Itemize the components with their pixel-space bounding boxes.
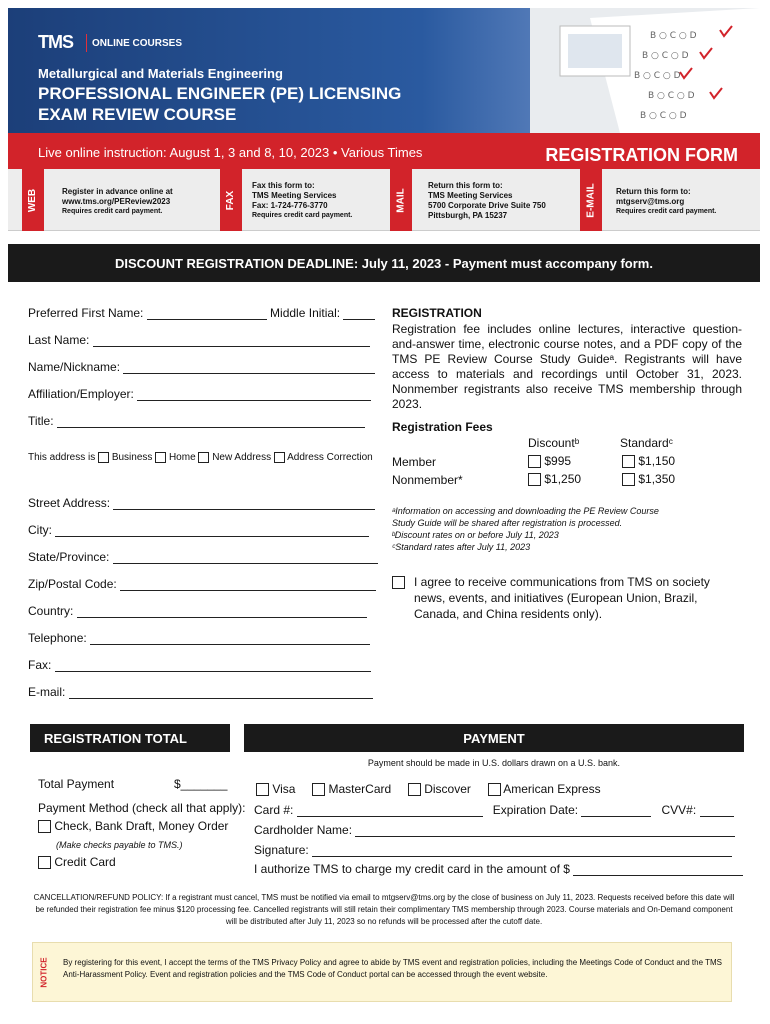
registration-fees-heading: Registration Fees <box>392 420 493 434</box>
course-date-band <box>8 133 760 169</box>
total-payment-field[interactable]: $_______ <box>174 777 228 791</box>
last-name-field[interactable] <box>93 336 370 347</box>
first-name-row: Preferred First Name: Middle Initial: <box>28 306 375 320</box>
header-title-line1: PROFESSIONAL ENGINEER (PE) LICENSING <box>38 84 402 103</box>
check-checkbox[interactable] <box>38 820 51 833</box>
contact-methods-bar <box>8 169 760 231</box>
telephone-row: Telephone: <box>28 631 370 645</box>
card-details-row: Card #: Expiration Date: CVV#: <box>254 803 734 817</box>
cardholder-name-field[interactable] <box>355 826 735 837</box>
registration-description: Registration fee includes online lectures, interactive question-and-answer time, electronic course notes, and a PDF copy of the TMS PE Review Course Study Guideᵃ. Registrants will have access to materials and recordings until October 31, 2023. Nonmember registrants also receive TMS membership through 2023. <box>392 322 742 411</box>
cardholder-row: Cardholder Name: <box>254 823 735 837</box>
visa-checkbox[interactable] <box>256 783 269 796</box>
svg-text:B ○ C ○ D: B ○ C ○ D <box>650 31 697 41</box>
member-discount-checkbox[interactable] <box>528 455 541 468</box>
expiration-date-field[interactable] <box>581 806 651 817</box>
state-field[interactable] <box>113 553 378 564</box>
total-payment-label: Total Payment <box>38 777 115 791</box>
svg-text:B ○ C ○ D: B ○ C ○ D <box>640 111 687 121</box>
web-label: WEB <box>22 169 44 231</box>
zip-row: Zip/Postal Code: <box>28 577 376 591</box>
notice-box <box>32 942 732 1002</box>
telephone-field[interactable] <box>90 634 370 645</box>
title-field[interactable] <box>57 417 365 428</box>
fee-footnotes: ᵃInformation on accessing and downloading the PE Review Course Study Guide will be shared after registration is processed. ᵇDiscount rates on or before July 11, 2023 ᶜStandard rates after July 11, 2023 <box>392 506 659 552</box>
member-standard-checkbox[interactable] <box>622 455 635 468</box>
zip-field[interactable] <box>120 580 376 591</box>
payment-currency-note: Payment should be made in U.S. dollars drawn on a U.S. bank. <box>367 758 621 768</box>
discover-checkbox[interactable] <box>408 783 421 796</box>
email-field[interactable] <box>69 688 373 699</box>
amex-checkbox[interactable] <box>488 783 501 796</box>
middle-initial-field[interactable] <box>343 309 375 320</box>
cancellation-policy: CANCELLATION/REFUND POLICY: If a registrant must cancel, TMS must be notified via email to mtgserv@tms.org by the close of business on July 11, 2023. Requests received before this date will be refunded their registration fee minus $120 processing fee. Cancelled registrants will still retain their complimentary TMS membership through 2023. Course materials and On-Demand component will be distributed after July 11, 2023 so no refunds will be processed after the cutoff date. <box>33 893 735 926</box>
consent-text: I agree to receive communications from TMS on society news, events, and initiatives (European Union, Brazil, Canada, and China residents only). <box>414 575 710 621</box>
nonmember-discount-checkbox[interactable] <box>528 473 541 486</box>
mastercard-checkbox[interactable] <box>312 783 325 796</box>
mail-label: MAIL <box>390 169 412 231</box>
payment-method-label: Payment Method (check all that apply): <box>38 801 246 815</box>
registration-form-title: REGISTRATION FORM <box>545 145 738 165</box>
email-row: E-mail: <box>28 685 373 699</box>
logo-divider <box>86 34 87 52</box>
credit-card-checkbox[interactable] <box>38 856 51 869</box>
country-field[interactable] <box>77 607 367 618</box>
new-address-checkbox[interactable] <box>198 452 209 463</box>
fax-label: FAX <box>220 169 242 231</box>
signature-field[interactable] <box>312 846 732 857</box>
fax-row: Fax: <box>28 658 371 672</box>
payment-bar: PAYMENT <box>244 724 744 752</box>
authorize-row: I authorize TMS to charge my credit card in the amount of $ <box>254 862 743 876</box>
member-discount-option: $995 <box>528 454 571 468</box>
nickname-field[interactable] <box>123 363 375 374</box>
header-banner <box>8 8 760 133</box>
cvv-field[interactable] <box>700 806 734 817</box>
tms-logo: TMS <box>38 32 73 52</box>
discount-column-header: Discountᵇ <box>528 436 580 450</box>
fax-info: Fax this form to: TMS Meeting Services Fax: 1-724-776-3770 Requires credit card payment. <box>252 181 353 219</box>
nonmember-discount-option: $1,250 <box>528 472 581 486</box>
web-info: Register in advance online at www.tms.org/PEReview2023 Requires credit card payment. <box>62 187 173 215</box>
nonmember-label: Nonmember* <box>392 473 463 487</box>
city-field[interactable] <box>55 526 369 537</box>
authorize-amount-field[interactable] <box>573 865 743 876</box>
consent-checkbox[interactable] <box>392 574 405 592</box>
credit-card-option: Credit Card <box>38 855 116 869</box>
svg-text:B ○ C ○ D: B ○ C ○ D <box>642 51 689 61</box>
check-payable-note: (Make checks payable to TMS.) <box>56 840 183 850</box>
member-label: Member <box>392 455 437 469</box>
check-option: Check, Bank Draft, Money Order <box>38 819 228 833</box>
svg-text:B ○ C ○ D: B ○ C ○ D <box>648 91 695 101</box>
affiliation-row: Affiliation/Employer: <box>28 387 371 401</box>
notice-text: By registering for this event, I accept the terms of the TMS Privacy Policy and agree to abide by TMS event and registration policies, including the Meetings Code of Conduct and the TMS Anti-Harassment Policy. Event and registration policies and the TMS Code of Conduct portal can be accessed through the event website. <box>63 958 723 979</box>
registration-total-bar: REGISTRATION TOTAL <box>30 724 230 752</box>
address-type-row: This address is Business Home New Address Address Correction <box>28 452 373 464</box>
nonmember-standard-checkbox[interactable] <box>622 473 635 486</box>
online-courses-label: ONLINE COURSES <box>92 38 183 49</box>
first-name-field[interactable] <box>147 309 267 320</box>
registration-heading: REGISTRATION <box>392 306 482 320</box>
exam-sheet-photo <box>530 8 760 133</box>
svg-text:B ○ C ○ D: B ○ C ○ D <box>634 71 681 81</box>
signature-row: Signature: <box>254 843 732 857</box>
live-instruction-dates: Live online instruction: August 1, 3 and 8, 10, 2023 • Various Times <box>38 145 423 160</box>
card-number-field[interactable] <box>297 806 483 817</box>
title-row: Title: <box>28 414 365 428</box>
home-checkbox[interactable] <box>155 452 166 463</box>
mail-info: Return this form to: TMS Meeting Services 5700 Corporate Drive Suite 750 Pittsburgh, PA 15237 <box>428 181 546 220</box>
street-field[interactable] <box>113 499 375 510</box>
address-correction-checkbox[interactable] <box>274 452 285 463</box>
street-row: Street Address: <box>28 496 375 510</box>
email-info: Return this form to: mtgserv@tms.org Requires credit card payment. <box>616 187 717 215</box>
header-title-line2: EXAM REVIEW COURSE <box>38 105 237 124</box>
notice-label: NOTICE <box>39 956 49 988</box>
standard-column-header: Standardᶜ <box>620 436 673 450</box>
city-row: City: <box>28 523 369 537</box>
business-checkbox[interactable] <box>98 452 109 463</box>
nonmember-standard-option: $1,350 <box>622 472 675 486</box>
email-label: E-MAIL <box>580 169 602 231</box>
fax-field[interactable] <box>55 661 371 672</box>
card-type-row: Visa MasterCard Discover American Express <box>256 782 601 796</box>
nickname-row: Name/Nickname: <box>28 360 375 374</box>
discount-deadline-bar: DISCOUNT REGISTRATION DEADLINE: July 11, 2023 - Payment must accompany form. <box>8 244 760 282</box>
country-row: Country: <box>28 604 367 618</box>
member-standard-option: $1,150 <box>622 454 675 468</box>
last-name-row: Last Name: <box>28 333 370 347</box>
header-subtitle: Metallurgical and Materials Engineering <box>38 66 283 81</box>
affiliation-field[interactable] <box>137 390 371 401</box>
state-row: State/Province: <box>28 550 378 564</box>
